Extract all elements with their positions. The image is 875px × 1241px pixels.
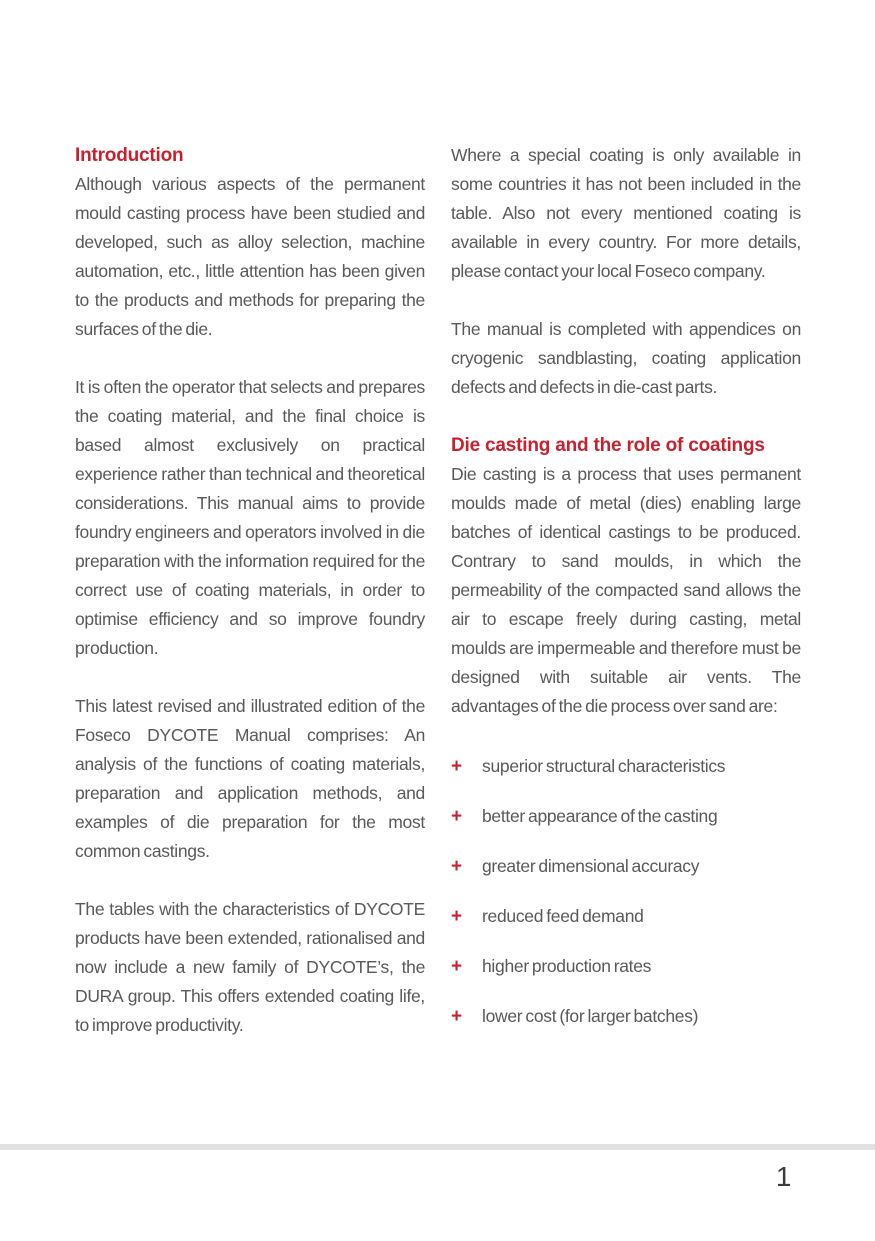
list-item-label: reduced feed demand — [482, 906, 644, 926]
plus-icon: + — [451, 806, 463, 827]
paragraph: Die casting is a process that uses permanent moulds made of metal (dies) enabling large batches of identical castings to be produced. Contrary to sand moulds, in which the permeability of the compacted sand allows the air to escape freely during casting, metal moulds are impermeable and therefore must be designed with suitable air vents. The advantages of the die process over sand are: — [451, 464, 801, 716]
plus-icon: + — [451, 906, 463, 927]
right-column — [451, 141, 801, 1040]
paragraph: The manual is completed with appendices on cryogenic sandblasting, coating application defects and defects in die-cast parts. — [451, 319, 801, 397]
list-item — [451, 902, 801, 931]
list-item — [451, 752, 801, 781]
advantages-list — [451, 752, 801, 1031]
list-item-label: lower cost (for larger batches) — [482, 1006, 699, 1026]
list-item — [451, 1002, 801, 1031]
left-column — [75, 141, 425, 1040]
footer-divider — [0, 1144, 875, 1150]
page-content — [75, 141, 801, 1040]
plus-icon: + — [451, 956, 463, 977]
plus-icon: + — [451, 1006, 463, 1027]
plus-icon: + — [451, 856, 463, 877]
paragraph: It is often the operator that selects and prepares the coating material, and the final choice is based almost exclusively on practical experience rather than technical and theoretical considerations. This manual aims to provide foundry engineers and operators involved in die preparation with the information required for the correct use of coating materials, in order to optimise efficiency and so improve foundry production. — [75, 377, 425, 658]
heading-die-casting: Die casting and the role of coatings — [451, 435, 765, 456]
paragraph: The tables with the characteristics of DYCOTE products have been extended, rationalised and now include a new family of DYCOTE’s, the DURA group. This offers extended coating life, to improve productivity. — [75, 899, 425, 1035]
list-item-label: greater dimensional accuracy — [482, 856, 700, 876]
list-item-label: better appearance of the casting — [482, 806, 718, 826]
paragraph: Where a special coating is only available in some countries it has not been included in the table. Also not every mentioned coating is available in every country. For more details, please contact your local Foseco company. — [451, 145, 801, 281]
heading-introduction: Introduction — [75, 145, 184, 166]
list-item — [451, 952, 801, 981]
paragraph: Although various aspects of the permanent mould casting process have been studied and developed, such as alloy selection, machine automation, etc., little attention has been given to the products and methods for preparing the surfaces of the die. — [75, 174, 425, 339]
list-item — [451, 852, 801, 881]
list-item-label: higher production rates — [482, 956, 652, 976]
paragraph: This latest revised and illustrated edition of the Foseco DYCOTE Manual comprises: An analysis of the functions of coating materials, preparation and application methods, and examples of die preparation for the most common castings. — [75, 696, 425, 861]
list-item-label: superior structural characteristics — [482, 756, 726, 776]
page-number: 1 — [775, 1161, 791, 1192]
list-item — [451, 802, 801, 831]
plus-icon: + — [451, 756, 463, 777]
